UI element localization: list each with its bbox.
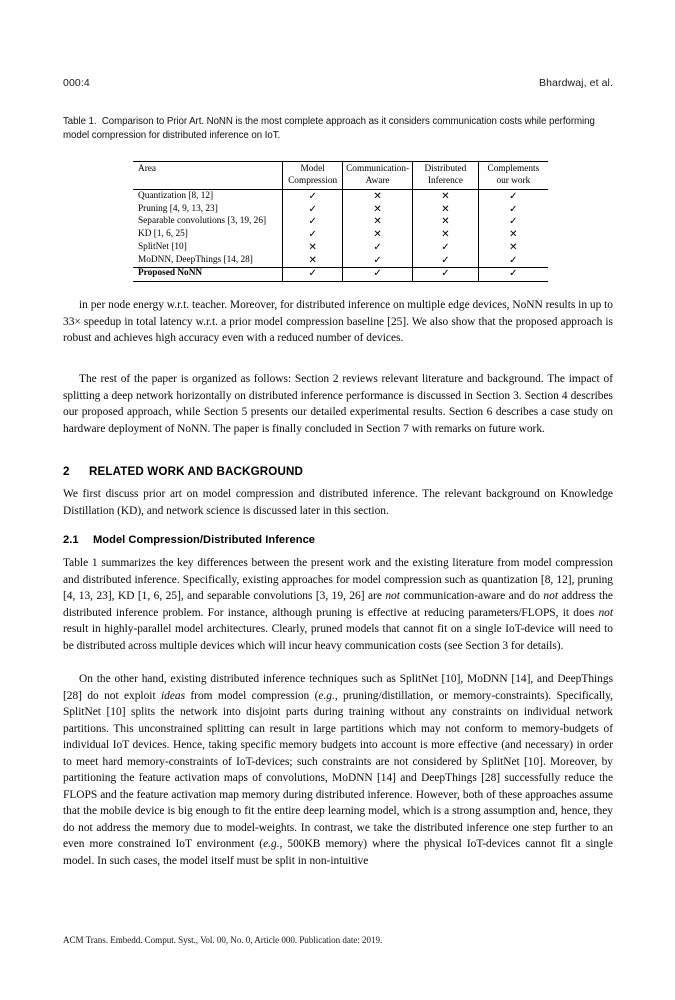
subsection-21-heading xyxy=(63,533,613,548)
table-row xyxy=(133,241,548,254)
cell-complements-our-work: ✕ xyxy=(478,229,548,242)
subsection-number: 2.1 xyxy=(63,534,79,546)
cell-area: MoDNN, DeepThings [14, 28] xyxy=(138,254,253,265)
cell-communication-aware: ✕ xyxy=(343,190,413,203)
cell-distributed-inference: ✕ xyxy=(413,229,479,242)
running-head-authors: Bhardwaj, et al. xyxy=(539,77,613,89)
para1-part-c: address the distributed inference problem. For instance, although pruning is effective at reducing parameters/FLOPS, it does xyxy=(63,590,613,619)
table-row xyxy=(133,229,548,242)
para2-part-d: , 500KB memory) where the physical IoT-devices cannot fit a single model. In such cases, the model itself must be split in non-intuitive xyxy=(63,838,613,868)
col-header-communication-aware-line1: Communication- xyxy=(346,164,410,174)
para2-emph-eg-2: e.g. xyxy=(263,838,280,851)
cell-complements-our-work: ✓ xyxy=(478,254,548,267)
para2-part-c: , pruning/distillation, or memory-constraints). Specifically, SplitNet [10] splits the network into disjoint parts during training without any constraints on individual network partitions. This unconstrained splitting can result in large partitions which may not conform to memory-budgets of individual IoT devices. Hence, taking specific memory budgets into account is more effective (and necessary) in order to meet hard memory-constraints of IoT-devices; such constraints are not considered by SplitNet [10]. Moreover, by partitioning the feature activation maps of convolutions, MoDNN [14] and DeepThings [28] successfully reduce the FLOPS and the feature activation map memory during distributed inference. However, both of these approaches assume that the mobile device is big enough to fit the entire deep learning model, which is a strong assumption and, hence, they do not address the memory due to model-weights. In contrast, we take the distributed inference one step further to an even more constrained IoT environment ( xyxy=(63,689,614,851)
cell-model-compression: ✓ xyxy=(283,216,343,229)
cell-area: KD [1, 6, 25] xyxy=(138,229,188,240)
cell-distributed-inference: ✕ xyxy=(413,203,479,216)
cell-complements-our-work: ✓ xyxy=(478,216,548,229)
cell-communication-aware: ✕ xyxy=(343,229,413,242)
page-footer xyxy=(63,934,613,946)
col-header-distributed-inference xyxy=(413,162,479,190)
section-number: 2 xyxy=(63,465,70,478)
para2-part-a: On the other hand, existing distributed inference techniques such as SplitNet [10], MoDNN [14], and DeepThings [28] do not exploit xyxy=(63,673,613,702)
table-body xyxy=(133,190,548,281)
paragraph-organization-block xyxy=(63,371,613,437)
table-row xyxy=(133,254,548,267)
paragraph-organization: The rest of the paper is organized as follows: Section 2 reviews relevant literature and background. The impact of splitting a deep network horizontally on distributed inference performance is discussed in Section 3. Section 4 describes our proposed approach, while Section 5 presents our detailed experimental results. Section 6 describes a case study on hardware deployment of NoNN. The paper is finally concluded in Section 7 with remarks on future work. xyxy=(63,373,613,435)
subsection-21-para1 xyxy=(63,555,613,654)
cell-communication-aware: ✓ xyxy=(343,241,413,254)
cell-model-compression: ✓ xyxy=(283,229,343,242)
col-header-model-compression-line2: Compression xyxy=(288,175,338,186)
para1-part-d: result in highly-parallel model architectures. Clearly, pruned models that cannot fit on a single IoT-device will need to be distributed across multiple devices which will incur heavy communication costs (see Section 3 for details). xyxy=(63,623,613,652)
table-caption-text: Comparison to Prior Art. NoNN is the most complete approach as it considers communication costs while performing model compression for distributed inference on IoT. xyxy=(63,116,595,141)
col-header-distributed-inference-line2: Inference xyxy=(427,175,463,186)
subsection-heading xyxy=(63,533,613,548)
cell-area: Pruning [4, 9, 13, 23] xyxy=(138,203,218,214)
cell-area: SplitNet [10] xyxy=(138,241,187,252)
table-1 xyxy=(133,161,548,282)
paragraph-continued-block xyxy=(63,297,613,347)
table-summary-row xyxy=(133,267,548,281)
col-header-model-compression xyxy=(283,162,343,190)
cell-model-compression: ✕ xyxy=(283,254,343,267)
cell-communication-aware: ✓ xyxy=(343,254,413,267)
cell-complements-our-work: ✓ xyxy=(478,203,548,216)
cell-model-compression: ✓ xyxy=(283,267,343,281)
cell-distributed-inference: ✕ xyxy=(413,190,479,203)
cell-communication-aware: ✓ xyxy=(343,267,413,281)
col-header-area-line1: Area xyxy=(138,164,157,174)
para1-part-a: Table 1 summarizes the key differences between the present work and the existing literature from model compression and distributed inference. Specifically, existing approaches for model compression such as quantization [8, 12], pruning [4, 13, 23], KD [1, 6, 25], and separable convolutions [3, 19, 26] are xyxy=(63,557,613,603)
running-head xyxy=(63,76,613,90)
para1-emph-not-1: not xyxy=(385,590,400,603)
para2-part-b: from model compression ( xyxy=(185,689,319,702)
subsection-21-para1-block xyxy=(63,555,613,654)
subsection-21-para2-block xyxy=(63,671,613,870)
para2-emph-ideas: ideas xyxy=(160,689,186,702)
cell-area: Proposed NoNN xyxy=(138,268,203,279)
col-header-complements-our-work xyxy=(478,162,548,190)
table-row xyxy=(133,216,548,229)
section-title: RELATED WORK AND BACKGROUND xyxy=(89,465,304,478)
table-row xyxy=(133,190,548,203)
footer-citation: ACM Trans. Embedd. Comput. Syst., Vol. 00, No. 0, Article 000. Publication date: 2019. xyxy=(63,935,383,945)
cell-communication-aware: ✕ xyxy=(343,216,413,229)
cell-communication-aware: ✕ xyxy=(343,203,413,216)
section-2-heading xyxy=(63,464,613,479)
page-folio: 000:4 xyxy=(63,77,90,89)
col-header-area xyxy=(133,162,283,190)
table-caption xyxy=(63,115,613,142)
table-caption-label: Table 1. xyxy=(63,116,97,127)
cell-area: Quantization [8, 12] xyxy=(138,190,214,201)
cell-complements-our-work: ✕ xyxy=(478,241,548,254)
para2-emph-eg-1: e.g. xyxy=(318,689,335,702)
para1-emph-not-3: not xyxy=(598,606,613,619)
subsection-21-para2 xyxy=(63,671,613,870)
table-head xyxy=(133,162,548,190)
col-header-model-compression-line1: Model xyxy=(300,164,325,174)
table-row xyxy=(133,203,548,216)
cell-complements-our-work: ✓ xyxy=(478,267,548,281)
col-header-distributed-inference-line1: Distributed xyxy=(424,164,467,174)
col-header-complements-our-work-line2: our work xyxy=(496,175,531,186)
cell-distributed-inference: ✓ xyxy=(413,254,479,267)
cell-distributed-inference: ✓ xyxy=(413,241,479,254)
col-header-communication-aware xyxy=(343,162,413,190)
cell-complements-our-work: ✓ xyxy=(478,190,548,203)
cell-distributed-inference: ✓ xyxy=(413,267,479,281)
section-2-intro: We first discuss prior art on model compression and distributed inference. The relevant background on Knowledge Distillation (KD), and network science is discussed later in this section. xyxy=(63,488,613,517)
cell-distributed-inference: ✕ xyxy=(413,216,479,229)
cell-area: Separable convolutions [3, 19, 26] xyxy=(138,216,267,227)
comparison-table xyxy=(133,161,548,282)
section-heading xyxy=(63,464,613,479)
cell-model-compression: ✕ xyxy=(283,241,343,254)
cell-model-compression: ✓ xyxy=(283,203,343,216)
para1-emph-not-2: not xyxy=(543,590,558,603)
cell-model-compression: ✓ xyxy=(283,190,343,203)
paragraph-continued: in per node energy w.r.t. teacher. Moreover, for distributed inference on multiple edge devices, NoNN results in up to 33× speedup in total latency w.r.t. a prior model compression baseline [25]. We also show that the proposed approach is robust and achieves high accuracy even with a reduced number of devices. xyxy=(63,299,613,345)
section-2-intro-block xyxy=(63,486,613,519)
col-header-complements-our-work-line1: Complements xyxy=(487,164,540,174)
table-header-row xyxy=(133,162,548,190)
para1-part-b: communication-aware and do xyxy=(399,590,544,603)
subsection-title: Model Compression/Distributed Inference xyxy=(93,534,316,546)
col-header-communication-aware-line2: Aware xyxy=(365,175,390,186)
